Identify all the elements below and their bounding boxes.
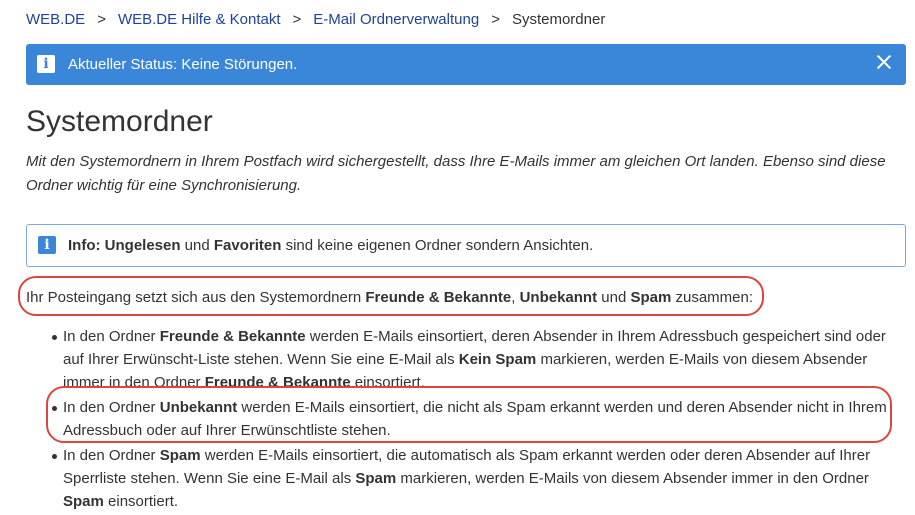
list-item-freunde <box>26 325 906 394</box>
close-icon[interactable] <box>874 52 894 72</box>
item-text: einsortiert. <box>103 493 179 510</box>
item-text: markieren, werden E-Mails von diesem Absender immer in den Ordner <box>63 351 868 391</box>
breadcrumb-link-hilfe[interactable]: WEB.DE Hilfe & Kontakt <box>117 11 281 28</box>
info-text-part: und <box>180 237 214 254</box>
item-text: markieren, werden E-Mails von diesem Absender immer in den Ordner <box>396 470 869 487</box>
breadcrumb-separator: > <box>97 11 106 28</box>
lead-bold-freunde: Freunde & Bekannte <box>365 289 512 306</box>
info-icon: i <box>38 236 56 254</box>
info-icon: i <box>37 55 55 73</box>
list-item-unbekannt <box>26 396 906 442</box>
breadcrumb-link-ordnerverwaltung[interactable]: E-Mail Ordnerverwaltung <box>313 11 480 28</box>
info-label: Info: <box>68 237 101 254</box>
lead-text: und <box>597 289 631 306</box>
breadcrumb-current: Systemordner <box>511 11 606 28</box>
item-bold: Spam <box>355 470 397 487</box>
info-text <box>68 236 593 255</box>
lead-text: Ihr Posteingang setzt sich aus den Systemordnern <box>26 289 366 306</box>
status-text: Aktueller Status: Keine Störungen. <box>68 56 298 73</box>
item-text: In den Ordner <box>63 447 160 464</box>
item-bold: Freunde & Bekannte <box>159 328 306 345</box>
page-title: Systemordner <box>26 105 213 138</box>
page-intro: Mit den Systemordnern in Ihrem Postfach wird sichergestellt, dass Ihre E-Mails immer am gleichen Ort landen. Ebenso sind diese Ordner wichtig für eine Synchronisierung. <box>26 153 886 194</box>
breadcrumb-separator: > <box>491 11 500 28</box>
item-bold: Spam <box>159 447 201 464</box>
item-text: werden E-Mails einsortiert, die automatisch als Spam erkannt werden oder deren Absender auf Ihrer Sperrliste stehen. Wenn Sie eine E-Mail als <box>63 447 871 487</box>
folder-list <box>26 325 906 515</box>
item-bold: Kein Spam <box>458 351 537 368</box>
item-text: In den Ordner <box>63 399 160 416</box>
info-favoriten: Favoriten <box>213 237 282 254</box>
lead-paragraph <box>26 288 753 308</box>
item-text: werden E-Mails einsortiert, die nicht als Spam erkannt werden und deren Absender nicht in Ihrem Adressbuch oder auf Ihrer Erwünschtliste stehen. <box>63 399 887 439</box>
breadcrumb-link-webde[interactable]: WEB.DE <box>26 11 86 28</box>
item-text: werden E-Mails einsortiert, deren Absender in Ihrem Adressbuch gespeichert sind oder auf Ihrer Erwünscht-Liste stehen. Wenn Sie eine E-Mail als <box>63 328 886 368</box>
lead-bold-unbekannt: Unbekannt <box>519 289 598 306</box>
status-banner <box>26 44 906 85</box>
list-item-spam <box>26 444 906 513</box>
lead-bold-spam: Spam <box>630 289 672 306</box>
item-bold: Freunde & Bekannte <box>204 374 351 391</box>
info-box <box>26 224 906 267</box>
item-bold: Unbekannt <box>159 399 238 416</box>
info-text-part: sind keine eigenen Ordner sondern Ansichten. <box>281 237 594 254</box>
item-text: In den Ordner <box>63 328 160 345</box>
breadcrumb <box>26 10 605 30</box>
breadcrumb-separator: > <box>292 11 302 28</box>
lead-text: zusammen: <box>671 289 754 306</box>
item-text: einsortiert. <box>350 374 425 391</box>
item-bold: Spam <box>63 493 104 510</box>
lead-text: , <box>511 289 520 306</box>
info-ungelesen: Ungelesen <box>104 237 181 254</box>
